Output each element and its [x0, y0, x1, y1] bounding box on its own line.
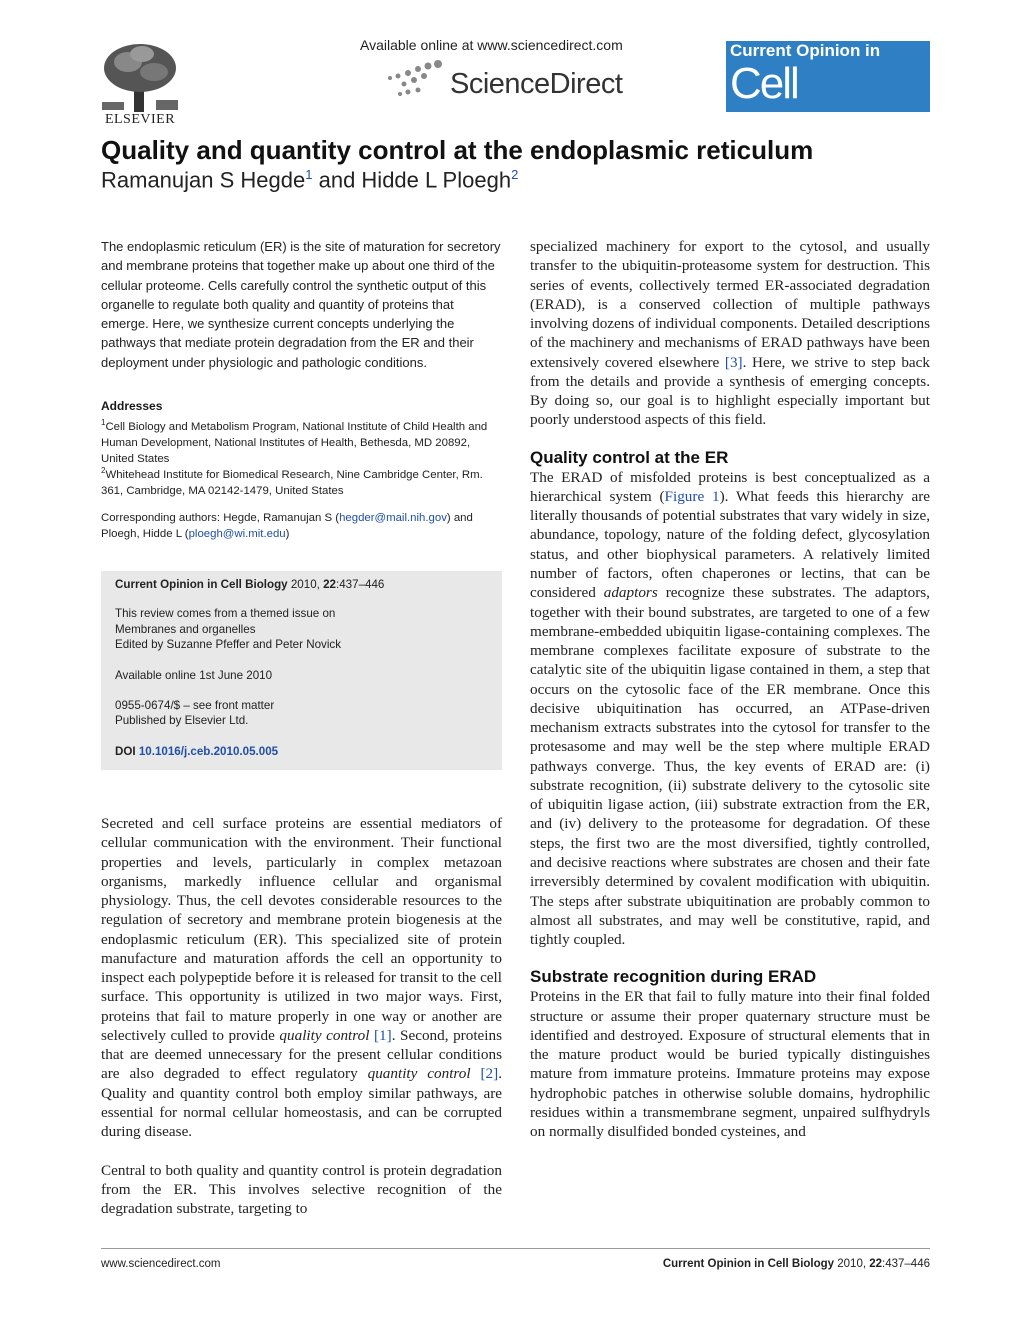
doi-line	[115, 744, 278, 760]
text-run: . Here, we strive to step back from the details and provide a synthesis of emerging concepts. By doing so, our goal is to highlight especially important but poorly understood aspects of this field.	[530, 353, 930, 429]
themed-issue-name: Membranes and organelles	[115, 623, 256, 636]
article-title: Quality and quantity control at the endoplasmic reticulum	[101, 135, 814, 165]
emphasis: quality control	[279, 1026, 370, 1044]
journal-logo-line1: Current Opinion in	[730, 41, 881, 60]
text-run: The ERAD of misfolded proteins is best conceptualized as a hierarchical system (	[530, 468, 930, 505]
doi-link[interactable]: 10.1016/j.ceb.2010.05.005	[138, 745, 279, 758]
abstract: The endoplasmic reticulum (ER) is the site of maturation for secretory and membrane proteins that together make up about one third of the cellular proteome. Cells carefully control the synthetic output of this organelle to regulate both quality and quantity of proteins that emerge. Here, we synthesize current concepts underlying the pathways that mediate protein degradation from the ER and their deployment under physiologic and pathologic conditions.	[101, 239, 501, 370]
text-run: . Second, proteins that are deemed unnecessary for the present cellular conditions are also degraded to effect regulatory	[101, 1026, 503, 1083]
text-run: . Quality and quantity control both employ similar pathways, are essential for normal cellular homeostasis, and can be corrupted during disease.	[101, 1065, 503, 1141]
citation-volume: 22	[323, 578, 336, 591]
right-paragraph-1	[530, 237, 930, 430]
footer-site-link[interactable]: www.sciencedirect.com	[101, 1258, 221, 1270]
citation-link[interactable]: [2]	[480, 1065, 499, 1083]
address-2-marker: 2	[101, 466, 106, 475]
right-paragraph-2	[530, 468, 930, 950]
citation-link[interactable]: [1]	[373, 1026, 392, 1044]
footer-pages: :437–446	[882, 1258, 930, 1270]
address-2	[101, 463, 503, 499]
publisher-wordmark: ELSEVIER	[104, 112, 176, 127]
author-and: and	[312, 167, 362, 193]
corresponding-authors	[101, 510, 503, 542]
address-1	[101, 415, 503, 467]
footer-journal: Current Opinion in Cell Biology	[662, 1258, 835, 1270]
citation-journal: Current Opinion in Cell Biology	[115, 578, 288, 591]
corr-suffix: )	[285, 528, 290, 540]
themed-issue-line: This review comes from a themed issue on	[115, 607, 336, 620]
article-info-box	[101, 571, 502, 770]
text-run: ). What feeds this hierarchy are literally thousands of potential substrates that vary widely in size, abundance, topology, nature of the folding defect, glycosylation status, and other biophysical parameters. A relatively limited number of factors, often chaperones or lectins, that can be considered	[530, 487, 930, 602]
available-online-link[interactable]: Available online at www.sciencedirect.com	[360, 37, 623, 53]
editors-line: Edited by Suzanne Pfeffer and Peter Novick	[115, 638, 341, 651]
author-2-affiliation[interactable]: 2	[511, 167, 519, 182]
author-2: Hidde L Ploegh	[361, 167, 512, 193]
footer-divider	[101, 1248, 930, 1249]
figure-link[interactable]: Figure 1	[664, 487, 720, 505]
section-heading-quality-control: Quality control at the ER	[530, 447, 729, 467]
issn-line: 0955-0674/$ – see front matter	[115, 699, 275, 712]
citation-pages: :437–446	[336, 578, 385, 591]
section-heading-substrate-recognition: Substrate recognition during ERAD	[530, 967, 817, 987]
doi-label: DOI	[115, 745, 139, 758]
body-right-column	[530, 237, 930, 1141]
address-1-text: Cell Biology and Metabolism Program, National Institute of Child Health and Human Development, National Institutes of Health, Bethesda, MD 20892, United States	[101, 420, 488, 465]
footer-volume: 22	[869, 1258, 883, 1270]
author-1-affiliation[interactable]: 1	[305, 167, 313, 182]
email-link-ploegh[interactable]: ploegh@wi.mit.edu	[188, 528, 286, 540]
corr-mid: ) and Ploegh, Hidde L (	[101, 512, 473, 540]
address-1-marker: 1	[101, 418, 106, 427]
footer-year: 2010,	[834, 1258, 870, 1270]
body-left-column	[101, 814, 502, 1218]
text-run: specialized machinery for export to the cytosol, and usually transfer to the ubiquitin-proteasome system for destruction. This series of events, collectively termed ER-associated degradation (ERAD), is a conserved collection of multiple pathways involving dozens of individual components. Detailed descriptions of the machinery and mechanisms of ERAD pathways have been extensively covered elsewhere	[530, 238, 930, 371]
address-2-text: Whitehead Institute for Biomedical Research, Nine Cambridge Center, Rm. 361, Cambridge, MA 02142-1479, United States	[101, 468, 483, 497]
available-online-date: Available online 1st June 2010	[115, 669, 273, 682]
intro-paragraph-1	[101, 814, 502, 1142]
right-paragraph-3: Proteins in the ER that fail to fully mature into their final folded structure or assume their proper quaternary structure must be identified and destroyed. Exposure of structural elements that in the mature product would be buried typically distinguishes mature from immature proteins. Immature proteins may expose hydrophobic patches in otherwise soluble domains, hydrophilic residues within a transmembrane segment, unpaired sulfhydryls on normally disulfided bonded cysteines, and	[530, 988, 930, 1141]
emphasis: quantity control	[367, 1065, 471, 1083]
author-list	[101, 167, 518, 193]
footer-citation	[540, 1258, 930, 1270]
email-link-hegde[interactable]: hegder@mail.nih.gov	[339, 512, 447, 524]
sciencedirect-logo[interactable]: ScienceDirect	[450, 68, 623, 100]
sciencedirect-dots-icon	[384, 58, 448, 100]
text-run: recognize these substrates. The adaptors, together with their bound substrates, are targeted to one of a few membrane-embedded ubiquitin ligase-containing complexes. The membrane complexes facilitate exposure of substrate to the catalytic site of the ubiquitin ligase contained in them, a step that occurs on the cytosolic face of the ER membrane. Once this decisive ubiquitination has occurred, an ATPase-driven mechanism extracts substrates into the cytosol for transfer to the protesasome and may well be the step where multiple ERAD pathways converge. Thus, the key events of ERAD are: (i) substrate recognition, (ii) substrate delivery to the cytosolic site of ubiquitin ligase action, (iii) substrate extraction from the ER, and (iv) delivery to the proteasome for degradation. Of these steps, the first two are the most diversified, tightly controlled, and decisive reactions where substrates are chosen and their fate irreversibly determined by covalent modification with ubiquitin. The steps after substrate ubiquitination are probably common to almost all substrates, and may well be constitutive, rapid, and tightly coupled.	[530, 584, 930, 949]
journal-logo-line2: Cell Biology	[730, 59, 861, 154]
citation-link[interactable]: [3]	[724, 353, 743, 371]
publisher-line: Published by Elsevier Ltd.	[115, 714, 249, 727]
text-run: Secreted and cell surface proteins are essential mediators of cellular communication with the environment. Their functional properties and levels, particularly in complex metazoan organisms, markedly influence cellular and organismal physiology. Thus, the cell devotes considerable resources to the regulation of secretory and membrane protein biogenesis at the endoplasmic reticulum (ER). This specialized site of protein manufacture and maturation affords the cell an opportunity to inspect each polypeptide before it is released for transit to the cell surface. This opportunity is utilized in two major ways. First, proteins that fail to mature properly in one way or another are selectively culled to provide	[101, 815, 502, 1044]
citation-year: 2010,	[287, 578, 324, 591]
intro-paragraph-2: Central to both quality and quantity control is protein degradation from the ER. This involves selective recognition of the degradation substrate, targeting to	[101, 1161, 502, 1218]
corr-prefix: Corresponding authors: Hegde, Ramanujan S (	[101, 512, 340, 524]
addresses-heading: Addresses	[101, 399, 163, 413]
journal-logo	[726, 41, 930, 154]
citation-line	[115, 577, 384, 593]
author-1: Ramanujan S Hegde	[101, 167, 306, 193]
emphasis: adaptors	[603, 584, 658, 602]
